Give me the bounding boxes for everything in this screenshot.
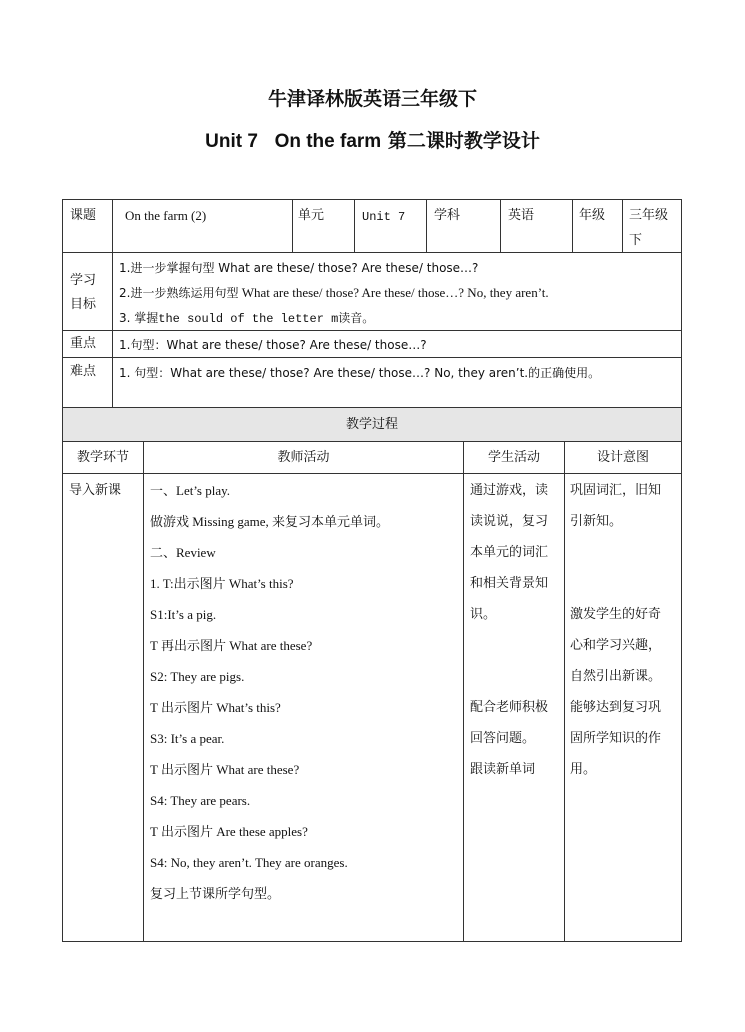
unit-value: Unit 7 — [362, 210, 406, 224]
process-header — [62, 408, 682, 442]
teacher-line: S4: No, they aren’t. They are oranges. — [150, 855, 348, 870]
teacher-line: 二、Review — [150, 545, 216, 560]
teacher-line: S3: It’s a pear. — [150, 731, 225, 746]
lesson-value-cell — [112, 199, 292, 253]
design-line: 固所学知识的作 — [570, 731, 662, 746]
student-line: 配合老师积极 — [470, 700, 549, 715]
student-line: 识。 — [470, 607, 497, 622]
stage-text: 导入新课 — [69, 483, 122, 498]
teacher-activity-cell — [143, 473, 463, 942]
design-line: 自然引出新课。 — [570, 669, 662, 684]
teacher-line: 1. T:出示图片 What’s this? — [150, 576, 294, 591]
student-line: 和相关背景知 — [470, 576, 549, 591]
subtitle-topic: On the farm — [274, 131, 382, 152]
grade-value-line2: 下 — [629, 233, 643, 248]
student-line: 回答问题。 — [470, 731, 536, 746]
unit-value-cell — [354, 199, 426, 253]
objective-item-2: 2.进一步熟练运用句型 What are these/ those? Are these/ those…? No, they aren’t. — [119, 285, 549, 300]
key-point-label-cell — [62, 331, 112, 358]
grade-value-line1: 三年级 — [629, 208, 669, 223]
grade-value-cell — [622, 199, 682, 253]
student-line: 本单元的词汇 — [470, 545, 549, 560]
col-header-teacher-text: 教师活动 — [277, 450, 330, 465]
objective-item-1: 1.进一步掌握句型 What are these/ those? Are these/ those…? — [119, 261, 479, 275]
design-intent-cell — [564, 473, 682, 942]
subject-value: 英语 — [508, 208, 535, 223]
teacher-line: S4: They are pears. — [150, 793, 251, 808]
subtitle-unit: Unit 7 — [205, 131, 258, 152]
key-point-text: 1.句型：What are these/ those? Are these/ those…? — [119, 338, 427, 352]
key-point-content-cell — [112, 331, 682, 358]
student-line: 读说说，复习 — [470, 514, 549, 529]
teacher-line: S2: They are pigs. — [150, 669, 245, 684]
col-header-design — [564, 442, 682, 474]
subject-label-cell — [426, 199, 500, 253]
teacher-line: T 出示图片 What’s this? — [150, 700, 281, 715]
student-activity-cell — [463, 473, 564, 942]
design-line: 引新知。 — [570, 514, 623, 529]
grade-label: 年级 — [579, 208, 606, 223]
document-title: 牛津译林版英语三年级下 — [267, 88, 477, 110]
difficult-point-content-cell — [112, 357, 682, 408]
design-line: 心和学习兴趣， — [570, 638, 662, 653]
col-header-stage — [62, 442, 143, 474]
design-line: 巩固词汇，旧知 — [570, 483, 662, 498]
key-point-label: 重点 — [70, 336, 97, 351]
teacher-line: 做游戏 Missing game, 来复习本单元单词。 — [150, 514, 390, 529]
col-header-student — [463, 442, 564, 474]
process-header-text: 教学过程 — [345, 417, 398, 432]
subject-label: 学科 — [434, 208, 461, 223]
unit-label-cell — [292, 199, 354, 253]
teacher-line: T 出示图片 What are these? — [150, 762, 300, 777]
col-header-stage-text: 教学环节 — [76, 450, 129, 465]
objectives-content-cell — [112, 252, 682, 331]
difficult-point-text: 1. 句型：What are these/ those? Are these/ those…? No, they aren’t.的正确使用。 — [119, 366, 601, 380]
objectives-label-cell — [62, 252, 112, 331]
teacher-line: S1:It’s a pig. — [150, 607, 217, 622]
stage-cell — [62, 473, 143, 942]
col-header-student-text: 学生活动 — [487, 450, 540, 465]
objectives-label-line1: 学习 — [70, 273, 97, 288]
col-header-design-text: 设计意图 — [596, 450, 649, 465]
design-line: 激发学生的好奇 — [570, 607, 662, 622]
lesson-label-cell — [62, 199, 112, 253]
lesson-label: 课题 — [70, 208, 97, 223]
unit-label: 单元 — [298, 208, 325, 223]
teacher-line: T 出示图片 Are these apples? — [150, 824, 308, 839]
design-line: 用。 — [570, 762, 597, 777]
teacher-line: T 再出示图片 What are these? — [150, 638, 313, 653]
objective-item-3: 3. 掌握the sould of the letter m读音。 — [119, 311, 375, 326]
objectives-label-line2: 目标 — [70, 297, 97, 312]
difficult-point-label-cell — [62, 357, 112, 408]
subject-value-cell — [500, 199, 572, 253]
subtitle-lesson: 第二课时教学设计 — [387, 130, 540, 152]
student-line: 跟读新单词 — [470, 762, 536, 777]
student-line: 通过游戏，读 — [470, 483, 549, 498]
document-subtitle — [0, 126, 745, 153]
difficult-point-label: 难点 — [70, 364, 97, 379]
teacher-line: 一、Let’s play. — [150, 483, 231, 498]
lesson-value: On the farm (2) — [125, 208, 207, 223]
design-line: 能够达到复习巩 — [570, 700, 662, 715]
col-header-teacher — [143, 442, 463, 474]
grade-label-cell — [572, 199, 622, 253]
teacher-line: 复习上节课所学句型。 — [150, 886, 281, 901]
